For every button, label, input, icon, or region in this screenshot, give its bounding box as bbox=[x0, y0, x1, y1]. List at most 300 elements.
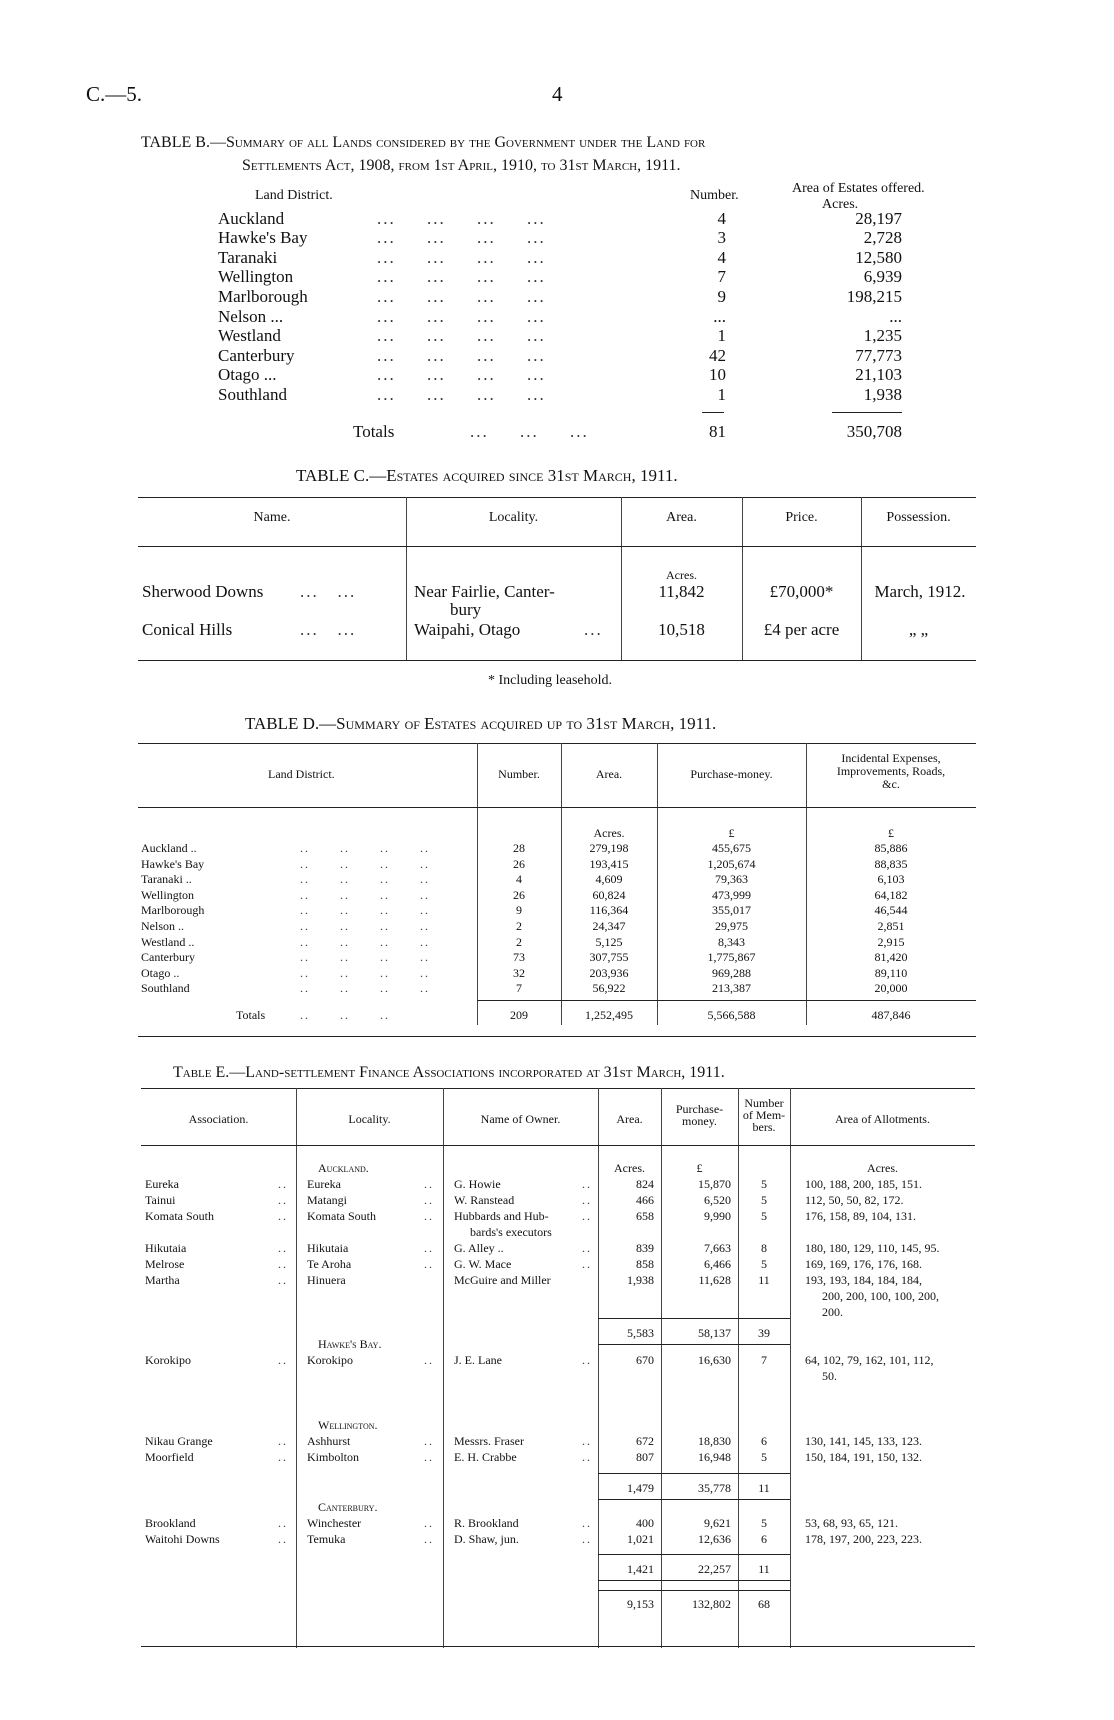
table-c-name: Conical Hills bbox=[142, 620, 233, 639]
table-c-bottom-rule bbox=[138, 660, 976, 661]
table-e-allotments: 53, 68, 93, 65, 121. bbox=[805, 1516, 898, 1530]
leader-dots: ... ... ... ... bbox=[377, 267, 546, 286]
table-c-header-possession: Possession. bbox=[886, 510, 951, 525]
section-auckland: Auckland. bbox=[318, 1161, 369, 1175]
table-e-unit-money: £ bbox=[696, 1161, 703, 1175]
table-e-header-members bbox=[738, 1097, 790, 1133]
table-d-header-area: Area. bbox=[595, 767, 623, 781]
table-b-total-area: 350,708 bbox=[846, 422, 902, 441]
leader-dots: .. bbox=[582, 1177, 592, 1191]
table-d-incidental: 85,886 bbox=[874, 841, 908, 855]
table-e-money: 15,870 bbox=[698, 1177, 731, 1191]
leader-dots: .. bbox=[424, 1532, 434, 1546]
leader-dots: .. bbox=[424, 1434, 434, 1448]
table-d-number: 26 bbox=[513, 857, 525, 871]
leader-dots: .. .. .. .. bbox=[300, 966, 430, 980]
leader-dots: .. bbox=[582, 1450, 592, 1464]
table-e-subtotal-money: 132,802 bbox=[692, 1597, 731, 1611]
leader-dots: ... ... ... ... bbox=[377, 326, 546, 345]
subtotal-rule bbox=[598, 1318, 790, 1319]
table-e-association: Tainui bbox=[145, 1193, 176, 1207]
subtotal-rule bbox=[598, 1590, 790, 1591]
table-d-area: 60,824 bbox=[592, 888, 626, 902]
leader-dots: .. .. .. .. bbox=[300, 919, 430, 933]
header-line: &c. bbox=[882, 777, 900, 791]
table-e-locality: Korokipo bbox=[307, 1353, 353, 1367]
table-b-col-area: Area of Estates offered. bbox=[792, 181, 925, 196]
leader-dots: .. bbox=[278, 1177, 288, 1191]
leader-dots: .. bbox=[278, 1241, 288, 1255]
table-d-district: Auckland .. bbox=[141, 841, 197, 855]
table-b-number: 42 bbox=[709, 346, 726, 365]
table-c-price: £70,000* bbox=[769, 582, 834, 601]
leader-dots: ... ... ... ... bbox=[377, 385, 546, 404]
leader-dots: .. bbox=[424, 1353, 434, 1367]
leader-dots: ... ... ... ... bbox=[377, 209, 546, 228]
table-b-number: 4 bbox=[717, 248, 726, 267]
table-d-number: 9 bbox=[516, 903, 522, 917]
table-e-members: 5 bbox=[761, 1193, 767, 1207]
leader-dots: .. .. .. bbox=[300, 1008, 390, 1022]
table-e-subtotal-members: 39 bbox=[758, 1326, 770, 1340]
table-b-area: 198,215 bbox=[846, 287, 902, 306]
table-e-header-area: Area. bbox=[616, 1112, 643, 1126]
leader-dots: ... bbox=[584, 620, 603, 639]
table-d-purchase: 79,363 bbox=[715, 872, 748, 886]
section-hawkes-bay: Hawke's Bay. bbox=[318, 1337, 382, 1351]
subtotal-rule bbox=[598, 1344, 790, 1345]
table-e-locality: Kimbolton bbox=[307, 1450, 360, 1464]
leader-dots: .. bbox=[424, 1209, 434, 1223]
table-d-area: 56,922 bbox=[592, 981, 626, 995]
table-e-members: 5 bbox=[761, 1177, 767, 1191]
table-e-members: 5 bbox=[761, 1516, 767, 1530]
col-divider bbox=[443, 1088, 444, 1648]
leader-dots: .. bbox=[582, 1532, 592, 1546]
leader-dots: .. .. .. .. bbox=[300, 981, 430, 995]
leader-dots: ... ... ... ... bbox=[377, 228, 546, 247]
table-b-number: 1 bbox=[717, 385, 726, 404]
table-e-allotments: 193, 193, 184, 184, 184, bbox=[805, 1273, 922, 1287]
table-b-rule bbox=[702, 412, 724, 413]
table-d-unit-incidental: £ bbox=[888, 826, 894, 840]
table-d-total-area: 1,252,495 bbox=[585, 1008, 633, 1022]
table-b-totals-label: Totals bbox=[353, 422, 395, 441]
table-e-top-rule bbox=[141, 1088, 975, 1089]
table-d-purchase: 1,205,674 bbox=[707, 857, 756, 871]
table-b-title: TABLE B.—Summary of all Lands considered by the Government under the Land for bbox=[141, 134, 706, 151]
table-e-association: Brookland bbox=[145, 1516, 196, 1530]
table-d-number: 28 bbox=[513, 841, 525, 855]
header-line: Improvements, Roads, bbox=[836, 764, 946, 778]
table-e-bottom-rule bbox=[141, 1646, 975, 1647]
leader-dots: .. bbox=[278, 1450, 288, 1464]
table-b-number: 10 bbox=[709, 365, 726, 384]
section-wellington: Wellington. bbox=[318, 1418, 378, 1432]
table-d-incidental: 2,915 bbox=[877, 935, 905, 949]
table-e-locality: Temuka bbox=[307, 1532, 346, 1546]
table-d-header-purchase: Purchase-money. bbox=[690, 767, 773, 781]
table-b-number: 7 bbox=[717, 267, 726, 286]
table-d-area: 24,347 bbox=[592, 919, 626, 933]
table-d-number: 4 bbox=[516, 872, 522, 886]
table-e-owner: R. Brookland bbox=[454, 1516, 519, 1530]
leader-dots: .. bbox=[278, 1273, 288, 1287]
table-d-purchase: 8,343 bbox=[718, 935, 745, 949]
table-e-subtotal-members: 11 bbox=[758, 1481, 770, 1495]
table-c-header-rule bbox=[138, 546, 976, 547]
table-e-association: Hikutaia bbox=[145, 1241, 187, 1255]
table-e-members: 5 bbox=[761, 1450, 767, 1464]
table-b-area: 77,773 bbox=[855, 346, 902, 365]
table-d-purchase: 473,999 bbox=[712, 888, 751, 902]
table-e-area: 466 bbox=[636, 1193, 654, 1207]
table-e-money: 6,466 bbox=[704, 1257, 731, 1271]
table-e-owner: J. E. Lane bbox=[454, 1353, 502, 1367]
table-e-area: 858 bbox=[636, 1257, 654, 1271]
table-d-incidental: 20,000 bbox=[874, 981, 908, 995]
table-b-number: 3 bbox=[717, 228, 726, 247]
table-e-owner: W. Ranstead bbox=[454, 1193, 515, 1207]
table-d-number: 7 bbox=[516, 981, 522, 995]
table-e-header-allotments: Area of Allotments. bbox=[835, 1112, 930, 1126]
table-c-locality: Waipahi, Otago bbox=[414, 620, 521, 639]
table-e-allotments: 176, 158, 89, 104, 131. bbox=[805, 1209, 916, 1223]
leader-dots: .. .. .. .. bbox=[300, 888, 430, 902]
table-b-district: Auckland bbox=[218, 209, 285, 228]
leader-dots: .. .. .. .. bbox=[300, 950, 430, 964]
table-e-allotments-cont: 50. bbox=[822, 1369, 837, 1383]
table-b-unit: Acres. bbox=[822, 197, 859, 212]
leader-dots: .. bbox=[582, 1241, 592, 1255]
table-e-association: Eureka bbox=[145, 1177, 179, 1191]
table-e-members: 8 bbox=[761, 1241, 767, 1255]
table-e-subtotal-members: 68 bbox=[758, 1597, 770, 1611]
leader-dots: .. bbox=[582, 1353, 592, 1367]
table-b-district: Wellington bbox=[218, 267, 294, 286]
table-c-header-locality: Locality. bbox=[488, 510, 539, 525]
table-d-district: Taranaki .. bbox=[141, 872, 192, 886]
table-e-owner: G. Howie bbox=[454, 1177, 501, 1191]
table-e-header-rule bbox=[141, 1145, 975, 1146]
table-d-bottom-rule bbox=[138, 1036, 976, 1037]
leader-dots: .. bbox=[278, 1516, 288, 1530]
table-e-area: 1,021 bbox=[627, 1532, 654, 1546]
table-e-members: 7 bbox=[761, 1353, 767, 1367]
table-e-header-purchase bbox=[661, 1103, 738, 1127]
header-line: Incidental Expenses, bbox=[841, 751, 941, 765]
table-e-association: Waitohi Downs bbox=[145, 1532, 220, 1546]
table-b-total-number: 81 bbox=[709, 422, 726, 441]
table-e-area: 1,938 bbox=[627, 1273, 654, 1287]
table-e-subtotal-money: 58,137 bbox=[698, 1326, 731, 1340]
table-b-area: 28,197 bbox=[855, 209, 902, 228]
table-e-locality: Matangi bbox=[307, 1193, 347, 1207]
leader-dots: .. .. .. .. bbox=[300, 841, 430, 855]
leader-dots: .. bbox=[582, 1257, 592, 1271]
table-d-area: 116,364 bbox=[589, 903, 629, 917]
table-e-allotments: 180, 180, 129, 110, 145, 95. bbox=[805, 1241, 940, 1255]
leader-dots: .. .. .. .. bbox=[300, 857, 430, 871]
table-d-incidental: 46,544 bbox=[874, 903, 908, 917]
table-e-subtotal-area: 1,479 bbox=[627, 1481, 654, 1495]
leader-dots: .. bbox=[424, 1257, 434, 1271]
page-reference: C.—5. bbox=[86, 82, 143, 106]
table-d-header-district: Land District. bbox=[268, 767, 335, 781]
table-d-total-purchase: 5,566,588 bbox=[707, 1008, 756, 1022]
table-b-district: Otago ... bbox=[218, 365, 277, 384]
table-e-locality: Hinuera bbox=[307, 1273, 346, 1287]
leader-dots: .. bbox=[582, 1193, 592, 1207]
table-e-allotments-cont: 200. bbox=[822, 1305, 843, 1319]
table-e-association: Korokipo bbox=[145, 1353, 191, 1367]
table-e-locality: Komata South bbox=[307, 1209, 376, 1223]
table-d-purchase: 455,675 bbox=[712, 841, 751, 855]
header-line: money. bbox=[682, 1114, 717, 1128]
table-e-title: Table E.—Land-settlement Finance Associations incorporated at 31st March, 1911. bbox=[173, 1064, 725, 1081]
subtotal-rule bbox=[598, 1554, 790, 1555]
table-e-allotments: 169, 169, 176, 176, 168. bbox=[805, 1257, 922, 1271]
leader-dots: .. bbox=[278, 1209, 288, 1223]
table-e-owner: D. Shaw, jun. bbox=[454, 1532, 519, 1546]
table-c-name: Sherwood Downs bbox=[142, 582, 264, 601]
table-c-header-name: Name. bbox=[253, 510, 291, 525]
table-d-area: 5,125 bbox=[595, 935, 623, 949]
table-e-members: 6 bbox=[761, 1532, 767, 1546]
table-d-number: 2 bbox=[516, 919, 522, 933]
table-b-col-district: Land District. bbox=[255, 188, 333, 203]
table-e-subtotal-money: 22,257 bbox=[698, 1562, 731, 1576]
table-d-area: 307,755 bbox=[589, 950, 629, 964]
leader-dots: .. bbox=[424, 1241, 434, 1255]
table-c-possession: „ „ bbox=[908, 620, 929, 639]
leader-dots: .. bbox=[278, 1193, 288, 1207]
leader-dots: .. bbox=[278, 1532, 288, 1546]
col-divider bbox=[296, 1088, 297, 1648]
table-e-money: 7,663 bbox=[704, 1241, 731, 1255]
leader-dots: .. bbox=[582, 1434, 592, 1448]
table-b-district: Taranaki bbox=[218, 248, 278, 267]
table-d-district: Otago .. bbox=[141, 966, 180, 980]
table-e-owner-cont: bards's executors bbox=[470, 1225, 552, 1239]
table-e-members: 5 bbox=[761, 1209, 767, 1223]
table-d-incidental: 88,835 bbox=[874, 857, 908, 871]
table-c-price: £4 per acre bbox=[763, 620, 840, 639]
table-b-area: 2,728 bbox=[863, 228, 902, 247]
table-c-title: TABLE C.—Estates acquired since 31st March, 1911. bbox=[296, 466, 678, 485]
table-b-col-number: Number. bbox=[690, 188, 739, 203]
leader-dots: .. bbox=[582, 1516, 592, 1530]
table-e-allotments: 112, 50, 50, 82, 172. bbox=[805, 1193, 904, 1207]
table-b-area: 21,103 bbox=[855, 365, 902, 384]
table-e-area: 807 bbox=[636, 1450, 654, 1464]
leader-dots: .. .. .. .. bbox=[300, 903, 430, 917]
table-d-total-incidental: 487,846 bbox=[871, 1008, 911, 1022]
table-e-money: 16,948 bbox=[698, 1450, 731, 1464]
table-e-area: 670 bbox=[636, 1353, 654, 1367]
table-e-owner: Hubbards and Hub- bbox=[454, 1209, 549, 1223]
table-b-district: Westland bbox=[218, 326, 281, 345]
table-e-money: 11,628 bbox=[698, 1273, 731, 1287]
table-e-owner: McGuire and Miller bbox=[454, 1273, 551, 1287]
table-e-association: Komata South bbox=[145, 1209, 214, 1223]
table-e-subtotal-area: 5,583 bbox=[627, 1326, 654, 1340]
table-e-area: 824 bbox=[636, 1177, 654, 1191]
table-e-allotments-cont: 200, 200, 100, 100, 200, bbox=[822, 1289, 939, 1303]
table-e-area: 658 bbox=[636, 1209, 654, 1223]
header-line: bers. bbox=[752, 1120, 776, 1134]
table-d-number: 73 bbox=[513, 950, 525, 964]
leader-dots: .. bbox=[424, 1516, 434, 1530]
table-c-locality-cont: bury bbox=[450, 600, 482, 619]
table-e-allotments: 64, 102, 79, 162, 101, 112, bbox=[805, 1353, 934, 1367]
table-b-district: Canterbury bbox=[218, 346, 295, 365]
table-d-totals-label: Totals bbox=[236, 1008, 266, 1022]
subtotal-rule bbox=[598, 1473, 790, 1474]
table-e-locality: Eureka bbox=[307, 1177, 341, 1191]
table-b-number: ... bbox=[713, 307, 726, 326]
table-b-number: 9 bbox=[717, 287, 726, 306]
table-d-number: 2 bbox=[516, 935, 522, 949]
table-b-district: Nelson ... bbox=[218, 307, 284, 326]
table-c-locality: Near Fairlie, Canter- bbox=[414, 582, 555, 601]
table-c-area: 11,842 bbox=[658, 582, 705, 601]
table-b-number: 1 bbox=[717, 326, 726, 345]
table-d-header-incidental bbox=[806, 752, 976, 791]
table-d-district: Westland .. bbox=[141, 935, 195, 949]
table-e-money: 18,830 bbox=[698, 1434, 731, 1448]
table-e-subtotal-members: 11 bbox=[758, 1562, 770, 1576]
table-c-footnote: * Including leasehold. bbox=[488, 673, 613, 688]
table-e-locality: Winchester bbox=[307, 1516, 362, 1530]
table-d-title: TABLE D.—Summary of Estates acquired up to 31st March, 1911. bbox=[245, 714, 717, 733]
table-e-locality: Te Aroha bbox=[307, 1257, 352, 1271]
table-c-area: 10,518 bbox=[658, 620, 705, 639]
leader-dots: .. bbox=[424, 1177, 434, 1191]
table-b-area: 6,939 bbox=[863, 267, 902, 286]
header-line: Purchase- bbox=[675, 1102, 724, 1116]
table-e-members: 11 bbox=[758, 1273, 770, 1287]
table-e-owner: Messrs. Fraser bbox=[454, 1434, 524, 1448]
table-d-area: 279,198 bbox=[589, 841, 629, 855]
table-d-area: 4,609 bbox=[595, 872, 623, 886]
table-e-money: 12,636 bbox=[698, 1532, 731, 1546]
table-d-totals-rule bbox=[477, 1000, 976, 1001]
table-e-locality: Hikutaia bbox=[307, 1241, 349, 1255]
table-e-subtotal-area: 9,153 bbox=[627, 1597, 654, 1611]
subtotal-rule bbox=[598, 1499, 790, 1500]
table-d-number: 32 bbox=[513, 966, 525, 980]
table-d-purchase: 355,017 bbox=[712, 903, 751, 917]
table-d-district: Wellington bbox=[141, 888, 195, 902]
table-c-top-rule bbox=[138, 497, 976, 498]
leader-dots: .. bbox=[424, 1450, 434, 1464]
table-e-area: 839 bbox=[636, 1241, 654, 1255]
table-e-owner: G. W. Mace bbox=[454, 1257, 512, 1271]
table-d-area: 203,936 bbox=[589, 966, 629, 980]
leader-dots: .. bbox=[278, 1257, 288, 1271]
table-b-area: 1,235 bbox=[863, 326, 902, 345]
table-d-purchase: 29,975 bbox=[715, 919, 748, 933]
table-b-rule bbox=[832, 412, 902, 413]
table-e-association: Nikau Grange bbox=[145, 1434, 213, 1448]
table-d-total-number: 209 bbox=[510, 1008, 528, 1022]
section-canterbury: Canterbury. bbox=[318, 1500, 378, 1514]
table-b-number: 4 bbox=[717, 209, 726, 228]
table-e-members: 5 bbox=[761, 1257, 767, 1271]
table-e-owner: E. H. Crabbe bbox=[454, 1450, 517, 1464]
table-d-incidental: 6,103 bbox=[877, 872, 905, 886]
table-e-allotments: 130, 141, 145, 133, 123. bbox=[805, 1434, 922, 1448]
table-b-district: Hawke's Bay bbox=[218, 228, 308, 247]
table-d-district: Hawke's Bay bbox=[141, 857, 205, 871]
table-d-unit-purchase: £ bbox=[728, 826, 735, 840]
table-d-purchase: 213,387 bbox=[712, 981, 751, 995]
table-b-area: ... bbox=[889, 307, 902, 326]
table-e-allotments: 150, 184, 191, 150, 132. bbox=[805, 1450, 922, 1464]
table-d-purchase: 1,775,867 bbox=[707, 950, 756, 964]
table-d-district: Southland bbox=[141, 981, 190, 995]
table-d-incidental: 64,182 bbox=[874, 888, 908, 902]
header-line: of Mem- bbox=[742, 1108, 786, 1122]
table-b-area: 1,938 bbox=[863, 385, 902, 404]
leader-dots: ... ... ... ... bbox=[377, 365, 546, 384]
header-line: Number bbox=[744, 1096, 784, 1110]
leader-dots: ... ... ... ... bbox=[377, 287, 546, 306]
table-e-members: 6 bbox=[761, 1434, 767, 1448]
leader-dots: .. bbox=[278, 1353, 288, 1367]
table-e-area: 400 bbox=[636, 1516, 654, 1530]
table-e-association: Moorfield bbox=[145, 1450, 194, 1464]
table-b-district: Marlborough bbox=[218, 287, 308, 306]
table-e-subtotal-area: 1,421 bbox=[627, 1562, 654, 1576]
table-e-unit-area: Acres. bbox=[614, 1161, 645, 1175]
table-d-district: Canterbury bbox=[141, 950, 195, 964]
table-d-incidental: 89,110 bbox=[874, 966, 908, 980]
table-c-header-price: Price. bbox=[785, 510, 818, 525]
table-e-locality: Ashhurst bbox=[307, 1434, 351, 1448]
table-d-area: 193,415 bbox=[589, 857, 629, 871]
table-b-district: Southland bbox=[218, 385, 287, 404]
leader-dots: .. .. .. .. bbox=[300, 872, 430, 886]
table-d-header-number: Number. bbox=[498, 767, 540, 781]
table-e-money: 16,630 bbox=[698, 1353, 731, 1367]
table-d-unit-area: Acres. bbox=[593, 826, 625, 840]
leader-dots: ... ... ... ... bbox=[377, 346, 546, 365]
table-e-header-locality: Locality. bbox=[348, 1112, 391, 1126]
table-e-area: 672 bbox=[636, 1434, 654, 1448]
table-e-money: 6,520 bbox=[704, 1193, 731, 1207]
table-d-incidental: 81,420 bbox=[874, 950, 908, 964]
table-e-owner: G. Alley .. bbox=[454, 1241, 504, 1255]
leader-dots: ... ... ... ... bbox=[377, 248, 546, 267]
table-d-district: Nelson .. bbox=[141, 919, 184, 933]
table-e-money: 9,621 bbox=[704, 1516, 731, 1530]
table-e-allotments: 178, 197, 200, 223, 223. bbox=[805, 1532, 922, 1546]
leader-dots: ... ... bbox=[300, 582, 357, 601]
leader-dots: ... ... ... bbox=[470, 422, 589, 441]
table-c-possession: March, 1912. bbox=[874, 582, 966, 601]
table-d-header-rule bbox=[138, 807, 976, 808]
subtotal-rule bbox=[598, 1580, 790, 1581]
leader-dots: ... ... ... ... bbox=[377, 307, 546, 326]
table-e-association: Melrose bbox=[145, 1257, 185, 1271]
table-d-purchase: 969,288 bbox=[712, 966, 751, 980]
table-e-money: 9,990 bbox=[704, 1209, 731, 1223]
leader-dots: .. bbox=[278, 1434, 288, 1448]
table-e-allotments: 100, 188, 200, 185, 151. bbox=[805, 1177, 922, 1191]
table-d-incidental: 2,851 bbox=[877, 919, 905, 933]
